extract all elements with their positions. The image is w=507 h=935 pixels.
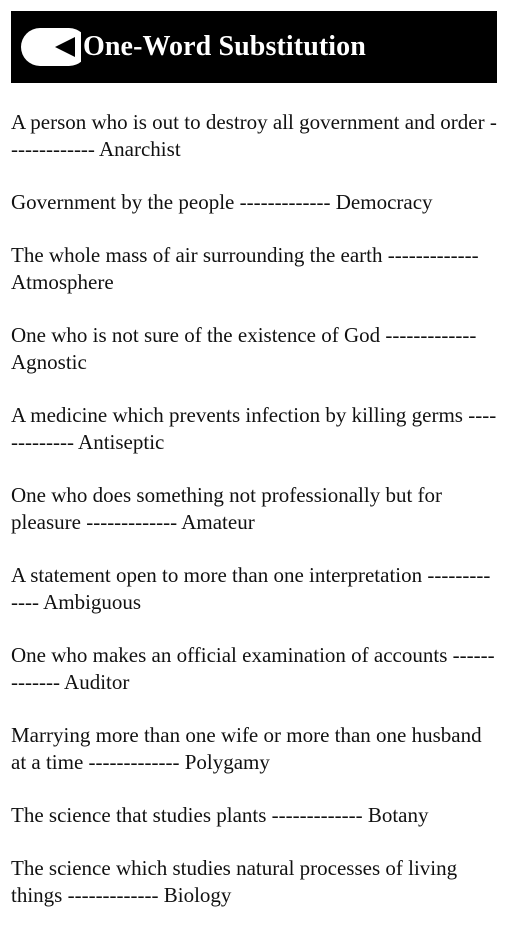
list-item: One who is not sure of the existence of God ------------- Agnostic bbox=[11, 323, 477, 374]
list-item: A statement open to more than one interpretation ------------- Ambiguous bbox=[11, 563, 491, 614]
list-item: The science that studies plants ------------- Botany bbox=[11, 803, 429, 827]
back-arrow-icon bbox=[19, 26, 81, 68]
list-item: A person who is out to destroy all government and order ------------- Anarchist bbox=[11, 110, 497, 161]
back-button[interactable] bbox=[19, 26, 81, 68]
list-item: One who makes an official examination of accounts ------------- Auditor bbox=[11, 643, 495, 694]
list-item: A medicine which prevents infection by killing germs ------------- Antiseptic bbox=[11, 403, 497, 454]
page-title: One-Word Substitution bbox=[83, 31, 366, 62]
list-item: The whole mass of air surrounding the earth ------------- Atmosphere bbox=[11, 243, 479, 294]
list-item: Marrying more than one wife or more than one husband at a time ------------- Polygamy bbox=[11, 723, 482, 774]
list-item: One who does something not professionally but for pleasure ------------- Amateur bbox=[11, 483, 443, 534]
app-header bbox=[11, 11, 497, 83]
list-item: Government by the people ------------- Democracy bbox=[11, 190, 433, 214]
list-item: The science which studies natural processes of living things ------------- Biology bbox=[11, 856, 458, 907]
substitution-list bbox=[11, 109, 497, 935]
